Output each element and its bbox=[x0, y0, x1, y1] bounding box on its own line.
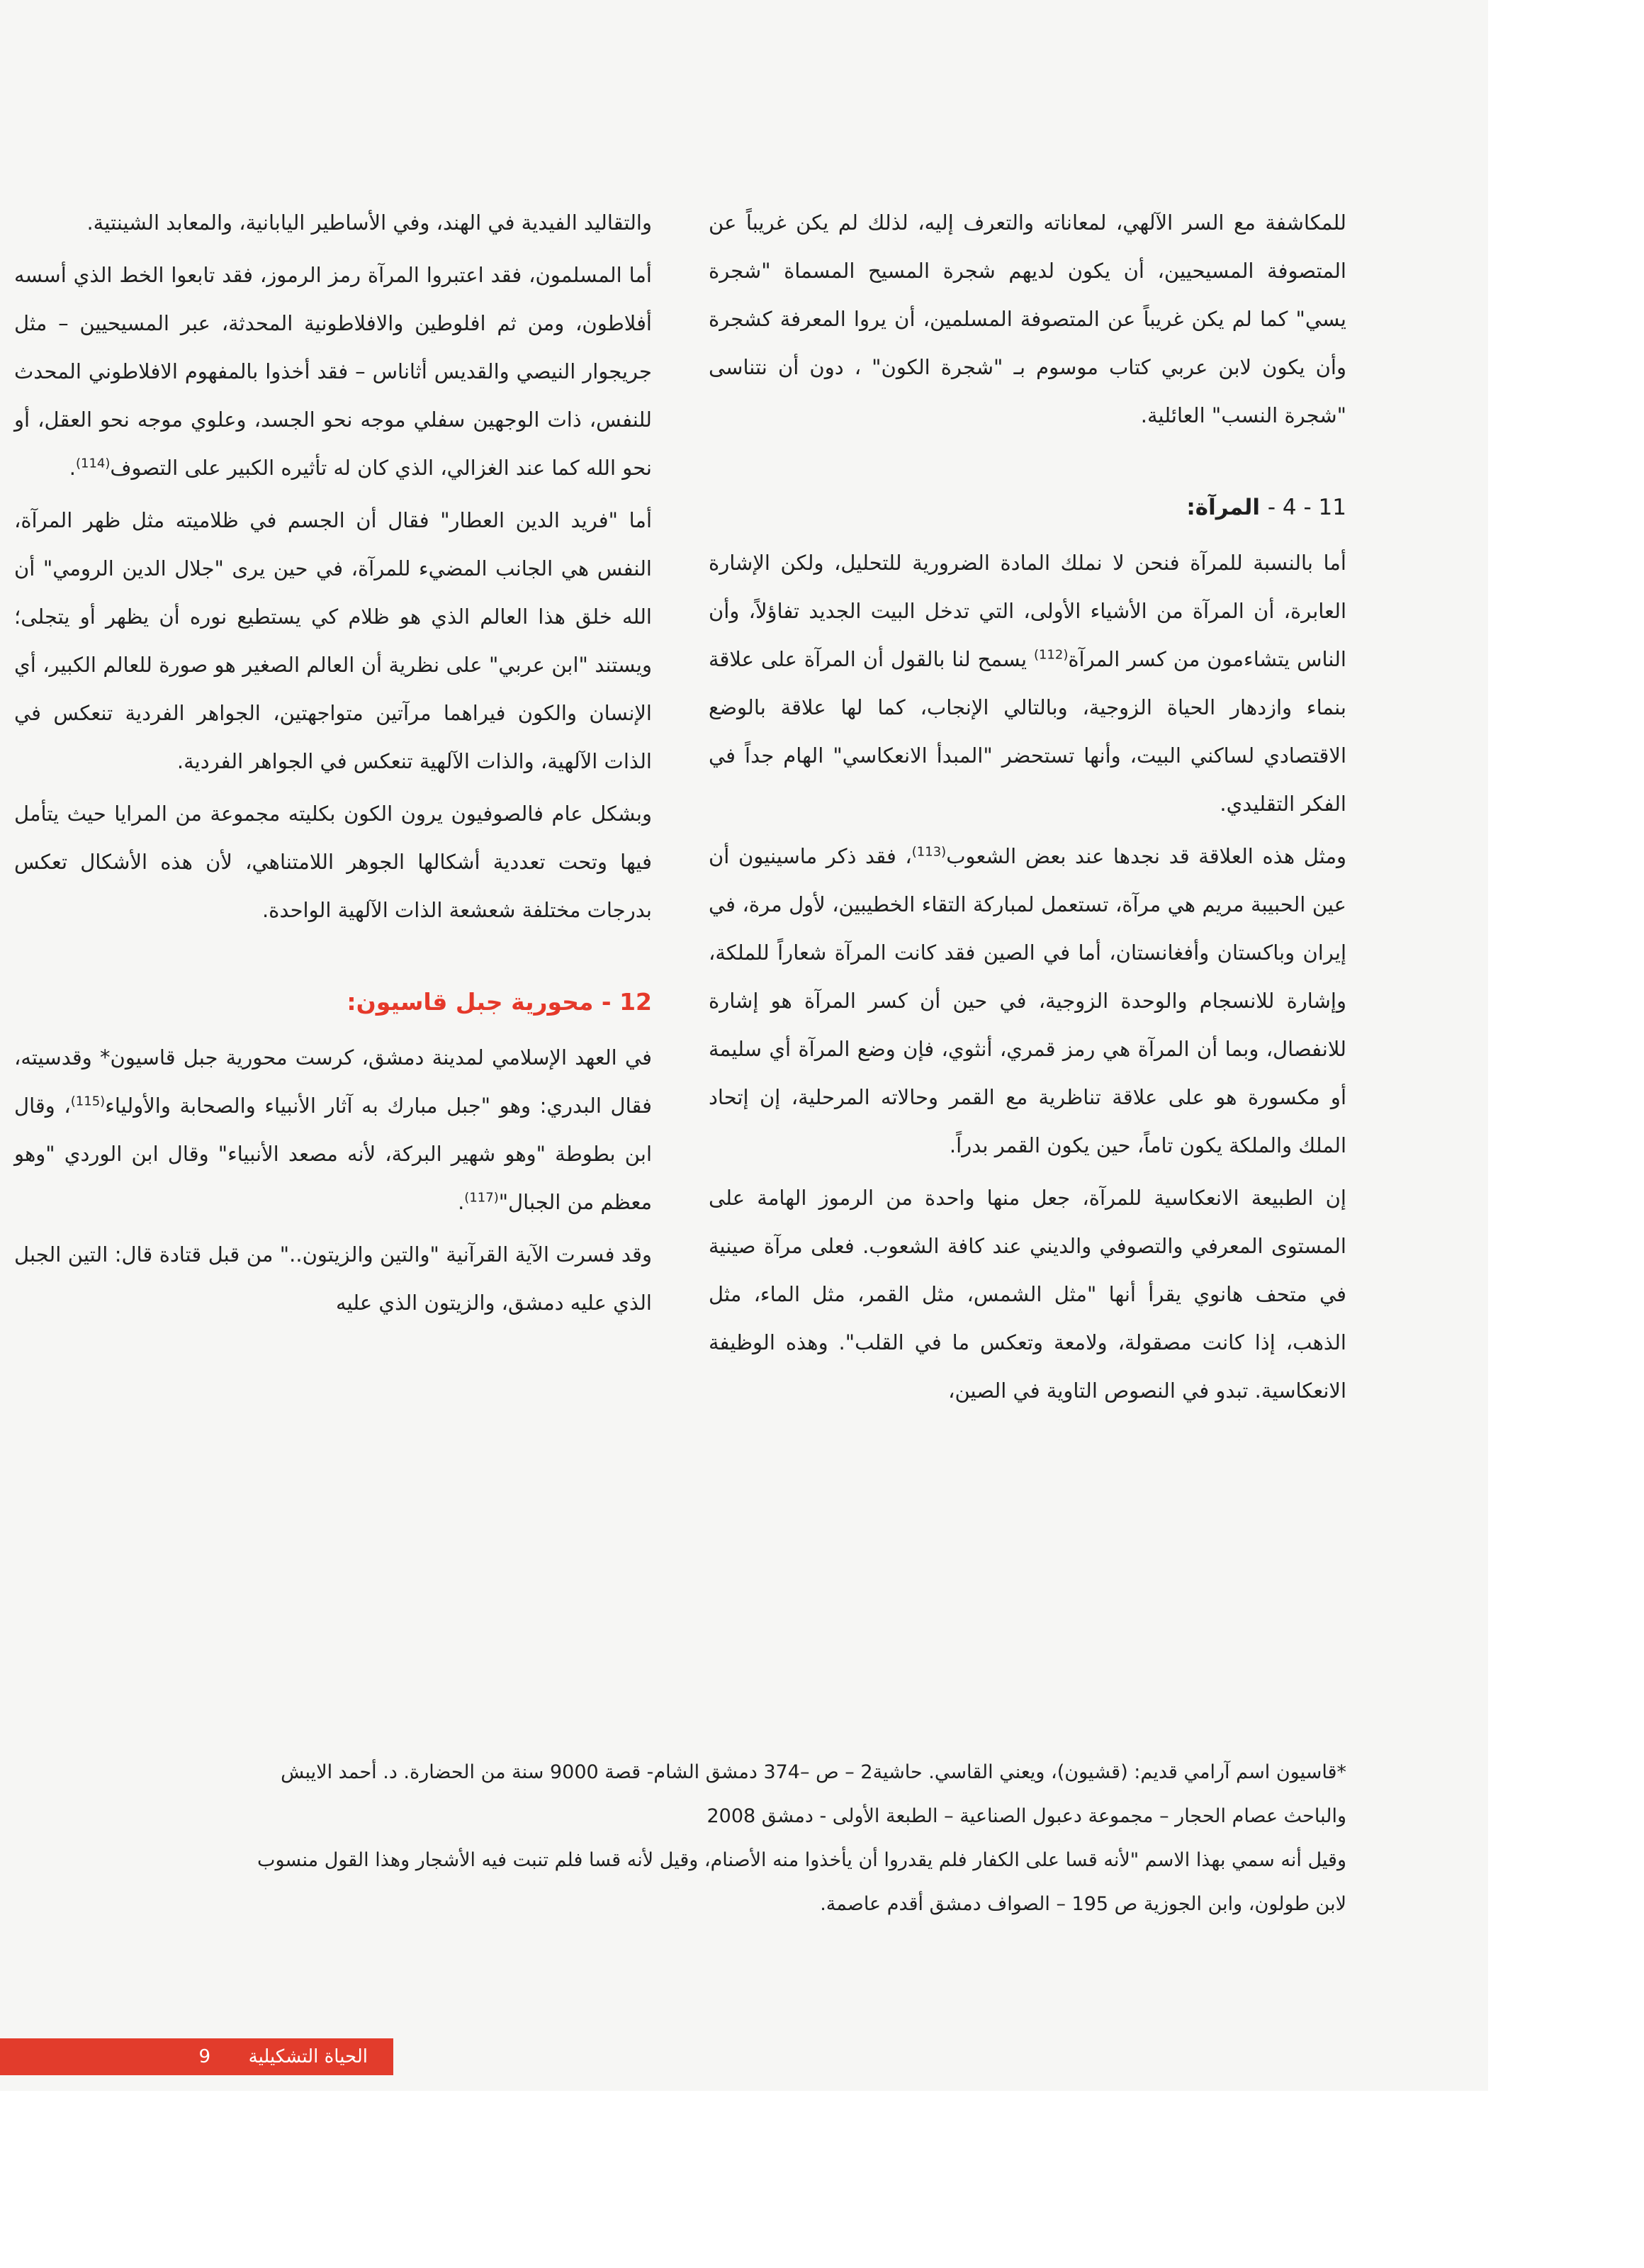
magazine-title: الحياة التشكيلية bbox=[248, 2046, 368, 2067]
footnote-line: والباحث عصام الحجار – مجموعة دعبول الصناعية – الطبعة الأولى - دمشق 2008 bbox=[706, 1805, 1346, 1827]
text-run: ، فقد ذكر ماسينيون أن عين الحبيبة مريم هي مرآة، تستعمل لمباركة التقاء الخطيبين، لأول مرة، في إيران وباكستان وأفغانستان، أما في الصين فقد كانت المرآة شعاراً للملكة، وإشارة للانسجام والوحدة الزوجية، في حين أن كسر المرآة هو إشارة للانفصال، وبما أن المرآة هي رمز قمري، أنثوي، فإن وضع المرآة أي سليمة أو مكسورة هو على علاقة تناظرية مع القمر وحالاته المرحلية، إن إتحاد الملك والملكة يكون تاماً، حين يكون القمر بدراً. bbox=[709, 844, 1346, 1157]
footnote-line: وقيل أنه سمي بهذا الاسم "لأنه قسا على الكفار فلم يقدروا أن يأخذوا منه الأصنام، وقيل لأنه قسا فلم تنبت فيه الأشجار وهذا القول منسوب bbox=[257, 1849, 1346, 1871]
paragraph bbox=[709, 539, 1346, 828]
section-heading-qasioun: 12 - محورية جبل قاسيون: bbox=[347, 988, 652, 1016]
right-text-column bbox=[709, 198, 1346, 1419]
section-heading-mirror bbox=[709, 483, 1346, 532]
paragraph: للمكاشفة مع السر الآلهي، لمعاناته والتعرف إليه، لذلك لم يكن غريباً عن المتصوفة المسيحيين، أن يكون لديهم شجرة المسيح المسماة "شجرة يسي" كما لم يكن غريباً عن المتصوفة المسلمين، أن يروا المعرفة كشجرة وأن يكون لابن عربي كتاب موسوم بـ "شجرة الكون" ، دون أن نتناسى "شجرة النسب" العائلية. bbox=[709, 210, 1346, 427]
footnote-ref: (117) bbox=[464, 1190, 499, 1206]
text-run: . bbox=[458, 1190, 465, 1214]
paragraph: وقد فسرت الآية القرآنية "والتين والزيتون.." من قبل قتادة قال: التين الجبل الذي عليه دمشق، والزيتون الذي عليه bbox=[14, 1242, 652, 1315]
paragraph bbox=[709, 832, 1346, 1169]
paragraph: وبشكل عام فالصوفيون يرون الكون بكليته مجموعة من المرايا حيث يتأمل فيها وتحت تعددية أشكالها الجوهر اللامتناهي، لأن هذه الأشكال تعكس بدرجات مختلفة شعشعة الذات الآلهية الواحدة. bbox=[14, 802, 652, 922]
text-run: أما المسلمون، فقد اعتبروا المرآة رمز الرموز، فقد تابعوا الخط الذي أسسه أفلاطون، ومن ثم افلوطين والافلاطونية المحدثة، عبر المسيحيين – مثل جريجوار النيصي والقديس أثاناس – فقد أخذوا بالمفهوم الافلاطوني المحدث للنفس، ذات الوجهين سفلي موجه نحو الجسد، وعلوي موجه نحو العقل، أو نحو الله كما عند الغزالي، الذي كان له تأثيره الكبير على التصوف bbox=[14, 263, 652, 480]
text-run: يسمح لنا بالقول أن المرآة على علاقة بنماء وازدهار الحياة الزوجية، وبالتالي الإنجاب، كما لها علاقة بالوضع الاقتصادي لساكني البيت، وأنها تستحضر "المبدأ الانعكاسي" الهام جداً في الفكر التقليدي. bbox=[709, 647, 1346, 816]
section-title: المرآة: bbox=[1186, 495, 1261, 520]
paragraph: إن الطبيعة الانعكاسية للمرآة، جعل منها واحدة من الرموز الهامة على المستوى المعرفي والتصوفي والديني عند كافة الشعوب. فعلى مرآة صينية في متحف هانوي يقرأ أنها "مثل الشمس، مثل القمر، مثل الماء، مثل الذهب، إذا كانت مصقولة، ولامعة وتعكس ما في القلب". وهذه الوظيفة الانعكاسية. تبدو في النصوص التاوية في الصين، bbox=[709, 1186, 1346, 1403]
page-number: 9 bbox=[198, 2046, 210, 2067]
text-run: أما بالنسبة للمرآة فنحن لا نملك المادة الضرورية للتحليل، ولكن الإشارة العابرة، أن المرآة من الأشياء الأولى، التي تدخل البيت الجديد تفاؤلاً، وأن الناس يتشاءمون من كسر المرآة bbox=[709, 551, 1346, 671]
text-run: في العهد الإسلامي لمدينة دمشق، كرست محورية جبل قاسيون* وقدسيته، فقال البدري: وهو "جبل مبارك به آثار الأنبياء والصحابة والأولياء bbox=[14, 1045, 652, 1118]
footnote-line: لابن طولون، وابن الجوزية ص 195 – الصواف دمشق أقدم عاصمة. bbox=[820, 1893, 1346, 1915]
text-run: ومثل هذه العلاقة قد نجدها عند بعض الشعوب bbox=[946, 844, 1347, 868]
left-text-column bbox=[14, 198, 652, 1331]
footnote-ref: (115) bbox=[70, 1094, 106, 1109]
paragraph: والتقاليد الفيدية في الهند، وفي الأساطير اليابانية، والمعابد الشينتية. bbox=[86, 210, 652, 235]
text-run: ، وقال ابن بطوطة "وهو شهير البركة، لأنه مصعد الأنبياء" وقال ابن الوردي "وهو معظم من الجبال" bbox=[14, 1094, 652, 1214]
footnote-line: *قاسيون اسم آرامي قديم: (قشيون)، ويعني القاسي. حاشية2 – ص –374 دمشق الشام- قصة 9000 سنة من الحضارة. د. أحمد الايبش bbox=[281, 1761, 1346, 1783]
footer-bar bbox=[0, 2038, 393, 2075]
paragraph bbox=[14, 251, 652, 492]
paragraph: أما "فريد الدين العطار" فقال أن الجسم في ظلاميته مثل ظهر المرآة، النفس هي الجانب المضيء للمرآة، في حين يرى "جلال الدين الرومي" أن الله خلق هذا العالم الذي هو ظلام كي يستطيع نوره أن يظهر أو يتجلى؛ ويستند "ابن عربي" على نظرية أن العالم الصغير هو صورة للعالم الكبير، أي الإنسان والكون فيراهما مرآتين متواجهتين، الجواهر الفردية تنعكس في الذات الآلهية، والذات الآلهية تنعكس في الجواهر الفردية. bbox=[14, 508, 652, 773]
footnote-ref: (114) bbox=[75, 456, 111, 471]
section-number: 11 - 4 - bbox=[1267, 495, 1346, 520]
paragraph bbox=[14, 1033, 652, 1226]
text-run: . bbox=[69, 456, 76, 480]
footnotes bbox=[0, 1751, 1346, 1926]
footnote-ref: (113) bbox=[911, 844, 947, 860]
footnote-ref: (112) bbox=[1033, 647, 1069, 663]
